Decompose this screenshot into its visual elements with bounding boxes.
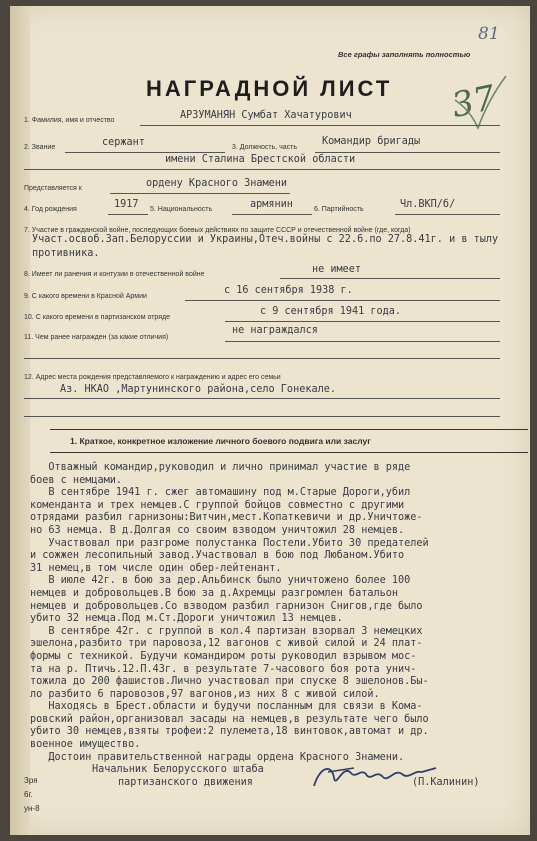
- field-6-line: [395, 214, 500, 215]
- narrative-line: немцев и добровольцев.Со взводом разбил гарнизон Снигов,где было: [30, 600, 423, 612]
- margin-note: Зря: [24, 776, 38, 785]
- field-1-label: 1. Фамилия, имя и отчество: [24, 117, 115, 124]
- corner-note: Все графы заполнять полностью: [338, 50, 471, 59]
- field-8-label: 8. Имеет ли ранения и контузии в отечественной войне: [24, 271, 205, 278]
- narrative-line: Находясь в Брест.области и будучи посланным для связи в Кома-: [30, 701, 423, 713]
- field-7-value: Участ.освоб.Зап.Белоруссии и Украины,Отеч.войны с 22.6.по 27.8.41г. и в тылу противника.: [32, 234, 499, 259]
- narrative-line: формы с техникой. Будучи командиром роты руководил взрывом мос-: [30, 650, 417, 662]
- check-mark-stroke-icon: [450, 70, 510, 140]
- field-1-line: [140, 125, 500, 126]
- narrative-line: убито 30 немцев,взяты трофеи:2 пулемета,18 винтовок,автомат и др.: [30, 726, 429, 738]
- represented-label: Представляется к: [24, 185, 82, 192]
- narrative-line: убито 32 немца.Под м.Ст.Дороги уничтожил 13 немцев.: [30, 613, 343, 625]
- field-5-value: армянин: [250, 199, 293, 210]
- section-divider-top: [50, 429, 528, 430]
- field-12-value: Аз. НКАО ,Мартунинского района,село Гонекале.: [60, 384, 337, 395]
- narrative-line: коменданта и трех немцев.С группой бойцов совместно с другими: [30, 499, 405, 511]
- narrative-line: и сожжен лесопильный завод.Участвовал в бою под Любаном.Убито: [30, 550, 405, 562]
- narrative-line: военное имущество.: [30, 739, 141, 751]
- narrative-line: ло разбито 6 паровозов,97 вагонов,из них 8 с живой силой.: [30, 688, 380, 700]
- field-2-value: сержант: [102, 137, 145, 148]
- field-12-label: 12. Адрес места рождения представляемого к награждению и адрес его семьи: [24, 374, 281, 381]
- field-8-value: не имеет: [312, 264, 362, 275]
- field-3-line: [315, 152, 500, 153]
- field-2-label: 2. Звание: [24, 144, 56, 151]
- margin-note: 6г.: [24, 790, 33, 799]
- field-4-line: [108, 214, 148, 215]
- field-11-extra-line: [24, 358, 500, 359]
- field-3-label: 3. Должность, часть: [232, 144, 298, 151]
- field-2-line: [65, 152, 225, 153]
- field-5-label: 5. Национальность: [150, 206, 213, 213]
- field-7-label: 7. Участие в гражданской войне, последующих боевых действиях по защите СССР и отечественной войне (где, когда): [24, 227, 411, 234]
- narrative-line: отрядами разбил гарнизоны:Витчин,мест.Копаткевичи и др.Уничтоже-: [30, 512, 423, 524]
- page-number: 81: [478, 24, 500, 44]
- narrative-line: Отважный командир,руководил и лично принимал участие в ряде: [30, 462, 411, 473]
- field-11-label: 11. Чем ранее награжден (за какие отличия): [24, 334, 169, 341]
- field-3-continuation: имени Сталина Брестской области: [165, 154, 356, 165]
- field-8-line: [280, 278, 500, 279]
- narrative-line: боев с немцами.: [30, 474, 123, 486]
- narrative-line: эшелона,разбито три паровоза,12 вагонов с живой силой и 24 плат-: [30, 638, 423, 650]
- narrative-line: Участвовал при разгроме полустанка Постели.Убито 30 предателей: [30, 537, 429, 549]
- field-11-value: не награждался: [232, 325, 318, 336]
- binding-edge: [10, 6, 30, 835]
- award-sheet: [10, 6, 530, 835]
- field-12-extra-line: [24, 416, 500, 417]
- narrative: [30, 462, 429, 764]
- handwritten-signature-icon: [310, 758, 440, 798]
- represented-value: ордену Красного Знамени: [146, 178, 288, 189]
- field-3-cont-line: [24, 169, 500, 170]
- narrative-line: тожила до 200 фашистов.Лично участвовал при спуске 8 эшелонов.Бы-: [30, 676, 429, 688]
- field-9-label: 9. С какого времени в Красной Армии: [24, 293, 147, 300]
- field-9-line: [185, 300, 500, 301]
- section-heading: 1. Краткое, конкретное изложение личного боевого подвига или заслуг: [70, 436, 371, 446]
- narrative-line: немцев и добровольцев.В бою за д.Ахремцы разгромлен батальон: [30, 587, 399, 599]
- field-10-line: [225, 321, 500, 322]
- field-4-label: 4. Год рождения: [24, 206, 77, 213]
- narrative-line: Достоин правительственной награды ордена Красного Знамени.: [30, 751, 405, 763]
- field-10-label: 10. С какого времени в партизанском отряде: [24, 314, 170, 321]
- section-divider-bottom: [50, 452, 528, 453]
- field-6-label: 6. Партийность: [314, 206, 364, 213]
- field-10-value: с 9 сентября 1941 года.: [260, 306, 402, 317]
- field-12-line: [24, 398, 500, 399]
- margin-note: ун-8: [24, 804, 40, 813]
- narrative-line: ровский район,организовал засады на немцев,в результате чего было: [30, 713, 429, 725]
- narrative-line: та на р. Птичь.12.П.43г. в результате 7-часового боя рота унич-: [30, 663, 417, 675]
- signature-title-line-2: партизанского движения: [118, 777, 253, 788]
- field-11-line: [225, 341, 500, 342]
- narrative-line: В сентябре 1941 г. сжег автомашину под м.Старые Дороги,убил: [30, 487, 411, 499]
- signatory-name: (П.Калинин): [412, 777, 480, 788]
- field-6-value: Чл.ВКП/б/: [400, 199, 456, 210]
- field-1-value: АРЗУМАНЯН Сумбат Хачатурович: [180, 110, 352, 121]
- signature-title-line-1: Начальник Белорусского штаба: [92, 764, 264, 775]
- narrative-line: но 63 немца. В д.Долгая со своим взводом уничтожил 28 немцев.: [30, 524, 405, 536]
- narrative-line: В июле 42г. в бою за дер.Альбинск было уничтожено более 100: [30, 575, 411, 587]
- field-9-value: с 16 сентября 1938 г.: [224, 285, 353, 296]
- field-3-value: Командир бригады: [322, 136, 421, 147]
- field-4-value: 1917: [114, 199, 139, 210]
- field-5-line: [232, 214, 312, 215]
- narrative-line: 31 немец,в том числе один обер-лейтенант.: [30, 562, 282, 574]
- narrative-line: В сентябре 42г. с группой в кол.4 партизан взорвал 3 немецких: [30, 625, 423, 637]
- represented-line: [110, 193, 290, 194]
- document-title: НАГРАДНОЙ ЛИСТ: [146, 76, 393, 101]
- check-mark: 37: [448, 77, 499, 127]
